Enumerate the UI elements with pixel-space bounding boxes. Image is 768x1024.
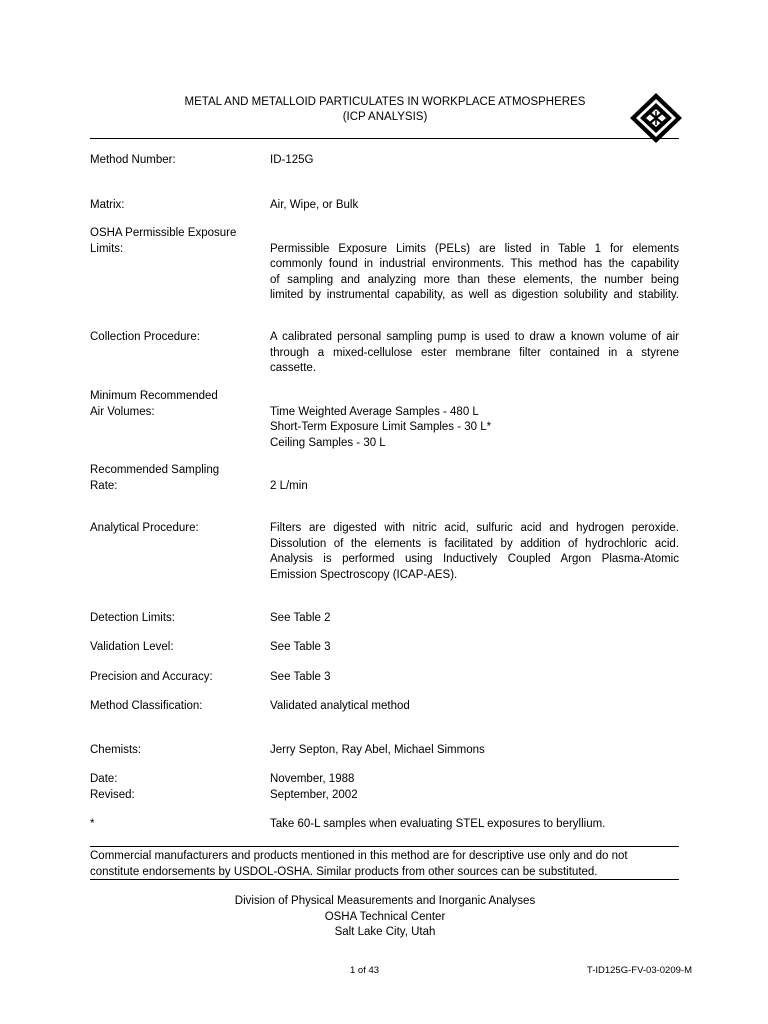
field-value-line: cassette. [270, 362, 317, 374]
field-label [90, 226, 260, 257]
field-value [270, 330, 679, 377]
disclaimer-top-rule [90, 846, 679, 847]
field-label: Validation Level: [90, 641, 174, 653]
field-value-line: A calibrated personal sampling pump is used to draw a known volume of air [270, 331, 679, 343]
field-label: Revised: [90, 789, 135, 801]
field-value: See Table 2 [270, 612, 331, 624]
field-value [270, 521, 679, 583]
field-label-line: Rate: [90, 479, 118, 492]
disclaimer-line: constitute endorsements by USDOL-OSHA. Similar products from other sources can be substituted. [90, 865, 598, 878]
issuing-office [130, 894, 640, 941]
field-value: September, 2002 [270, 789, 358, 801]
field-value [270, 242, 679, 304]
footnote-text: Take 60-L samples when evaluating STEL exposures to beryllium. [270, 818, 606, 830]
field-value: 2 L/min [270, 479, 308, 492]
field-value-line: limited by instrumental capability, as well as digestion solubility and stability. [270, 289, 679, 301]
field-value: Jerry Septon, Ray Abel, Michael Simmons [270, 744, 485, 756]
field-value-line: Time Weighted Average Samples - 480 L [270, 405, 479, 418]
field-value: See Table 3 [270, 671, 331, 683]
document-title [130, 95, 640, 125]
field-value: ID-125G [270, 154, 314, 166]
field-value [270, 405, 679, 452]
field-value-line: Filters are digested with nitric acid, sulfuric acid and hydrogen peroxide. [270, 522, 679, 534]
field-value-line: Ceiling Samples - 30 L [270, 436, 386, 449]
field-value-line: Dissolution of the elements is facilitated by addition of hydrochloric acid. [270, 537, 679, 550]
osha-diamond-logo-icon [628, 92, 684, 144]
field-label: Method Classification: [90, 700, 203, 712]
field-label [90, 389, 260, 420]
page-number: 1 of 43 [350, 965, 380, 976]
disclaimer-bottom-rule [90, 879, 679, 880]
field-label: Date: [90, 773, 118, 785]
field-value: Air, Wipe, or Bulk [270, 199, 359, 211]
field-label [90, 463, 260, 494]
field-label: Matrix: [90, 199, 125, 211]
field-value-line: of sampling and analyzing more than these elements, the number being [270, 273, 679, 286]
field-label: Method Number: [90, 154, 176, 166]
field-label: Analytical Procedure: [90, 522, 199, 534]
office-line: Salt Lake City, Utah [334, 926, 436, 938]
office-line: Division of Physical Measurements and Inorganic Analyses [234, 895, 536, 907]
field-label-line: Air Volumes: [90, 405, 155, 418]
field-label-line: Recommended Sampling [90, 464, 220, 476]
document-id: T-ID125G-FV-03-0209-M [586, 965, 692, 976]
field-value-line: through a mixed-cellulose ester membrane filter contained in a styrene [270, 346, 679, 359]
field-label-line: OSHA Permissible Exposure [90, 227, 237, 239]
disclaimer-line: Commercial manufacturers and products mentioned in this method are for descriptive use only and do not [90, 850, 628, 862]
footnote-marker: * [90, 818, 95, 830]
disclaimer [90, 849, 679, 880]
field-value-line: Permissible Exposure Limits (PELs) are listed in Table 1 for elements [270, 242, 679, 255]
field-label-line: Minimum Recommended [90, 390, 218, 402]
field-label-line: Limits: [90, 242, 124, 255]
field-label: Collection Procedure: [90, 331, 200, 343]
field-value-line: Analysis is performed using Inductively Coupled Argon Plasma-Atomic [270, 553, 679, 565]
field-value: See Table 3 [270, 641, 331, 653]
title-divider [90, 138, 679, 139]
field-label: Detection Limits: [90, 612, 176, 624]
office-line: OSHA Technical Center [324, 910, 446, 923]
field-value: Validated analytical method [270, 700, 410, 712]
field-label: Precision and Accuracy: [90, 671, 213, 683]
title-line-2: (ICP ANALYSIS) [342, 111, 428, 123]
field-label: Chemists: [90, 744, 142, 756]
field-value: November, 1988 [270, 773, 355, 785]
field-value-line: Short-Term Exposure Limit Samples - 30 L* [270, 421, 492, 433]
field-value-line: commonly found in industrial environments. This method has the capability [270, 258, 679, 270]
title-line-1: METAL AND METALLOID PARTICULATES IN WORKPLACE ATMOSPHERES [184, 96, 586, 108]
field-value-line: Emission Spectroscopy (ICAP-AES). [270, 568, 458, 581]
